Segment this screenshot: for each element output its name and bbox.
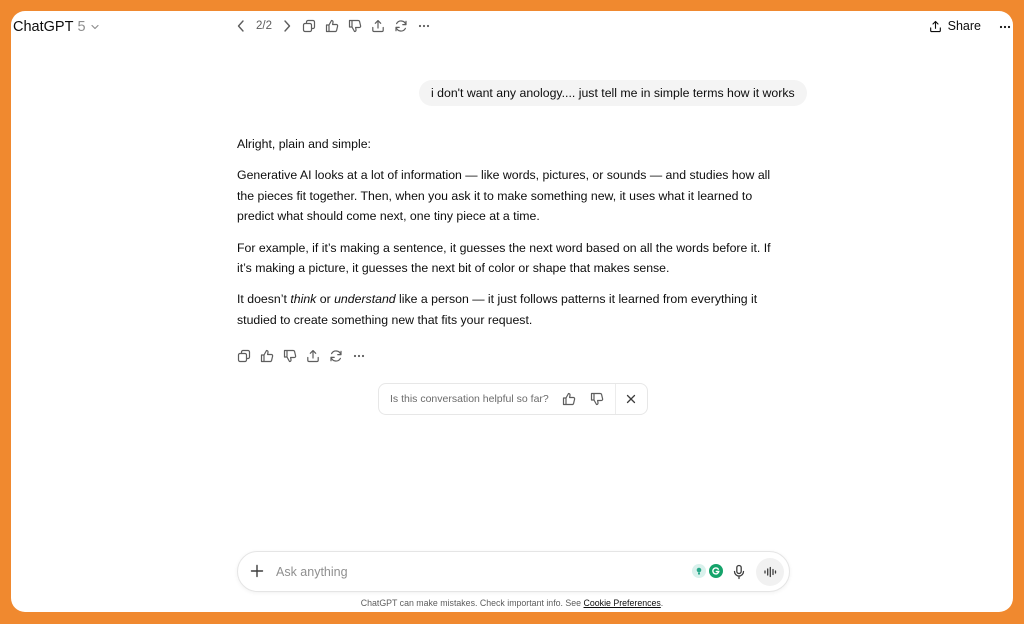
assistant-paragraph: For example, if it’s making a sentence, it guesses the next word based on all the words before it. If it’s making a picture, it guesses the next bit of color or shape that makes sense. bbox=[237, 240, 771, 276]
text-run: like a person — it just follows patterns it learned from everything it studied to create something new that fits your request. bbox=[237, 292, 758, 327]
extension-icons bbox=[692, 564, 723, 578]
chevron-right-icon[interactable] bbox=[281, 19, 293, 33]
more-icon[interactable] bbox=[998, 20, 1012, 34]
chevron-left-icon[interactable] bbox=[235, 19, 247, 33]
emphasis-think: think bbox=[290, 292, 317, 307]
share-icon bbox=[929, 20, 942, 33]
share-icon[interactable] bbox=[371, 19, 385, 33]
message-input[interactable] bbox=[276, 562, 656, 582]
share-button[interactable] bbox=[929, 19, 981, 33]
text-run: or bbox=[316, 292, 335, 307]
copy-icon[interactable] bbox=[237, 349, 251, 363]
thumbs-down-icon[interactable] bbox=[348, 19, 362, 33]
emphasis-understand: understand bbox=[334, 292, 396, 307]
thumbs-down-icon[interactable] bbox=[583, 392, 611, 406]
disclaimer bbox=[11, 598, 1013, 608]
thumbs-down-icon[interactable] bbox=[283, 349, 297, 363]
composer bbox=[237, 551, 790, 592]
plus-icon[interactable] bbox=[249, 563, 265, 579]
disclaimer-end: . bbox=[660, 598, 664, 608]
voice-mode-icon bbox=[763, 565, 777, 579]
regenerate-icon[interactable] bbox=[394, 19, 408, 33]
grammarly-icon[interactable] bbox=[709, 564, 723, 578]
thumbs-up-icon[interactable] bbox=[325, 19, 339, 33]
assistant-paragraph: Alright, plain and simple: bbox=[237, 137, 371, 151]
more-icon[interactable] bbox=[352, 349, 366, 363]
feedback-question: Is this conversation helpful so far? bbox=[390, 393, 549, 405]
chevron-down-icon bbox=[90, 22, 100, 32]
lightbulb-icon[interactable] bbox=[692, 564, 706, 578]
assistant-message bbox=[237, 134, 785, 341]
close-icon[interactable] bbox=[616, 393, 647, 405]
regenerate-icon[interactable] bbox=[329, 349, 343, 363]
text-run: It doesn’t bbox=[237, 292, 291, 307]
feedback-prompt bbox=[378, 383, 648, 415]
message-actions bbox=[237, 349, 366, 363]
assistant-paragraph bbox=[237, 289, 785, 330]
cookie-preferences-link[interactable]: Cookie Preferences bbox=[583, 598, 661, 608]
user-message: i don't want any anology.... just tell me in simple terms how it works bbox=[419, 80, 807, 106]
more-icon[interactable] bbox=[417, 19, 431, 33]
thumbs-up-icon[interactable] bbox=[260, 349, 274, 363]
share-icon[interactable] bbox=[306, 349, 320, 363]
model-selector[interactable] bbox=[13, 19, 100, 35]
chat-window bbox=[11, 11, 1013, 612]
assistant-paragraph: Generative AI looks at a lot of information — like words, pictures, or sounds — and studies how all the pieces fit together. Then, when you ask it to make something new, it uses what it learned to predict what should come next, one tiny piece at a time. bbox=[237, 168, 771, 224]
voice-mode-button[interactable] bbox=[756, 558, 784, 586]
response-pager: 2/2 bbox=[256, 20, 272, 32]
model-name: ChatGPT bbox=[13, 19, 74, 35]
thumbs-up-icon[interactable] bbox=[555, 392, 583, 406]
copy-icon[interactable] bbox=[302, 19, 316, 33]
disclaimer-text: ChatGPT can make mistakes. Check important info. See bbox=[360, 598, 584, 608]
model-version: 5 bbox=[77, 19, 86, 35]
microphone-icon[interactable] bbox=[732, 564, 746, 580]
response-navigation bbox=[235, 19, 431, 33]
share-label: Share bbox=[947, 19, 981, 33]
